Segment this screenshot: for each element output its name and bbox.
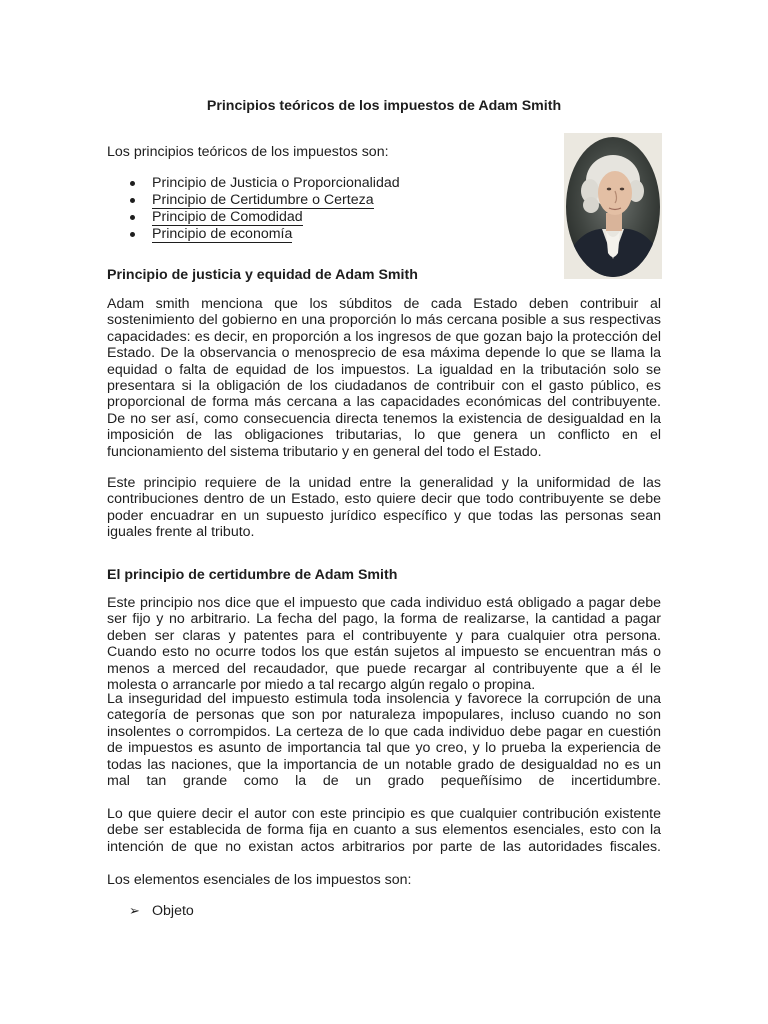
principles-list xyxy=(107,175,400,243)
section-heading-certidumbre: El principio de certidumbre de Adam Smith xyxy=(107,567,398,583)
elements-list xyxy=(107,903,194,919)
list-item[interactable] xyxy=(107,192,400,209)
principle-link[interactable]: Principio de Comodidad xyxy=(152,209,303,225)
bullet-icon xyxy=(130,232,135,237)
arrow-bullet-icon: ➢ xyxy=(129,903,140,918)
bullet-icon xyxy=(130,215,135,220)
list-item[interactable] xyxy=(107,226,400,243)
adam-smith-portrait xyxy=(564,133,662,279)
paragraph: Este principio requiere de la unidad entre la generalidad y la uniformidad de las contribuciones dentro de un Estado, esto quiere decir que todo contribuyente se debe poder encuadrar en un supuesto jurídico específico y que todas las personas sean iguales frente al tributo. xyxy=(107,475,661,541)
list-item xyxy=(107,903,194,919)
paragraph: La inseguridad del impuesto estimula toda insolencia y favorece la corrupción de una categoría de personas que son por naturaleza impopulares, incluso cuando no son insolentes o corrompidos. La certeza de lo que cada individuo debe pagar en cuestión de impuestos es asunto de importancia tal que yo creo, y lo prueba la experiencia de todas las naciones, que la importancia de un notable grado de desigualdad no es un mal tan grande como la de un grado pequeñísimo de incertidumbre. xyxy=(107,691,661,790)
portrait-image xyxy=(564,133,662,279)
document-title: Principios teóricos de los impuestos de Adam Smith xyxy=(206,98,562,114)
list-item[interactable] xyxy=(107,209,400,226)
paragraph: Los elementos esenciales de los impuestos son: xyxy=(107,872,412,888)
principle-label: Principio de Justicia o Proporcionalidad xyxy=(152,175,400,191)
intro-text: Los principios teóricos de los impuestos son: xyxy=(107,144,389,160)
section-heading-justicia: Principio de justicia y equidad de Adam Smith xyxy=(107,267,418,283)
principle-link[interactable]: Principio de economía xyxy=(152,226,293,242)
list-item xyxy=(107,175,400,192)
element-label: Objeto xyxy=(152,903,194,919)
bullet-icon xyxy=(130,198,135,203)
principle-link[interactable]: Principio de Certidumbre o Certeza xyxy=(152,192,374,208)
paragraph: Este principio nos dice que el impuesto que cada individuo está obligado a pagar debe ser fijo y no arbitrario. La fecha del pago, la forma de realizarse, la cantidad a pagar deben ser claras y patentes para el contribuyente y para cualquier otra persona. Cuando esto no ocurre todos los que están sujetos al impuesto se encuentran más o menos a merced del recaudador, que puede recargar al contribuyente que a él le molesta o arrancarle por miedo a tal recargo algún regalo o propina. xyxy=(107,595,661,694)
bullet-icon xyxy=(130,181,135,186)
paragraph: Adam smith menciona que los súbditos de cada Estado deben contribuir al sostenimiento del gobierno en una proporción lo más cercana posible a sus respectivas capacidades: es decir, en proporción a los ingresos de que gozan bajo la protección del Estado. De la observancia o menosprecio de esa máxima depende lo que se llama la equidad o falta de equidad de los impuestos. La igualdad en la tributación solo se presentara si la obligación de los ciudadanos de contribuir con el gasto público, es proporcional de forma más cercana a las capacidades económicas del contribuyente. De no ser así, como consecuencia directa tenemos la existencia de desigualdad en la imposición de las obligaciones tributarias, lo que genera un conflicto en el funcionamiento del sistema tributario y en general del todo el Estado. xyxy=(107,296,661,460)
paragraph: Lo que quiere decir el autor con este principio es que cualquier contribución existente debe ser establecida de forma fija en cuanto a sus elementos esenciales, esto con la intención de que no existan actos arbitrarios por parte de las autoridades fiscales. xyxy=(107,806,661,855)
